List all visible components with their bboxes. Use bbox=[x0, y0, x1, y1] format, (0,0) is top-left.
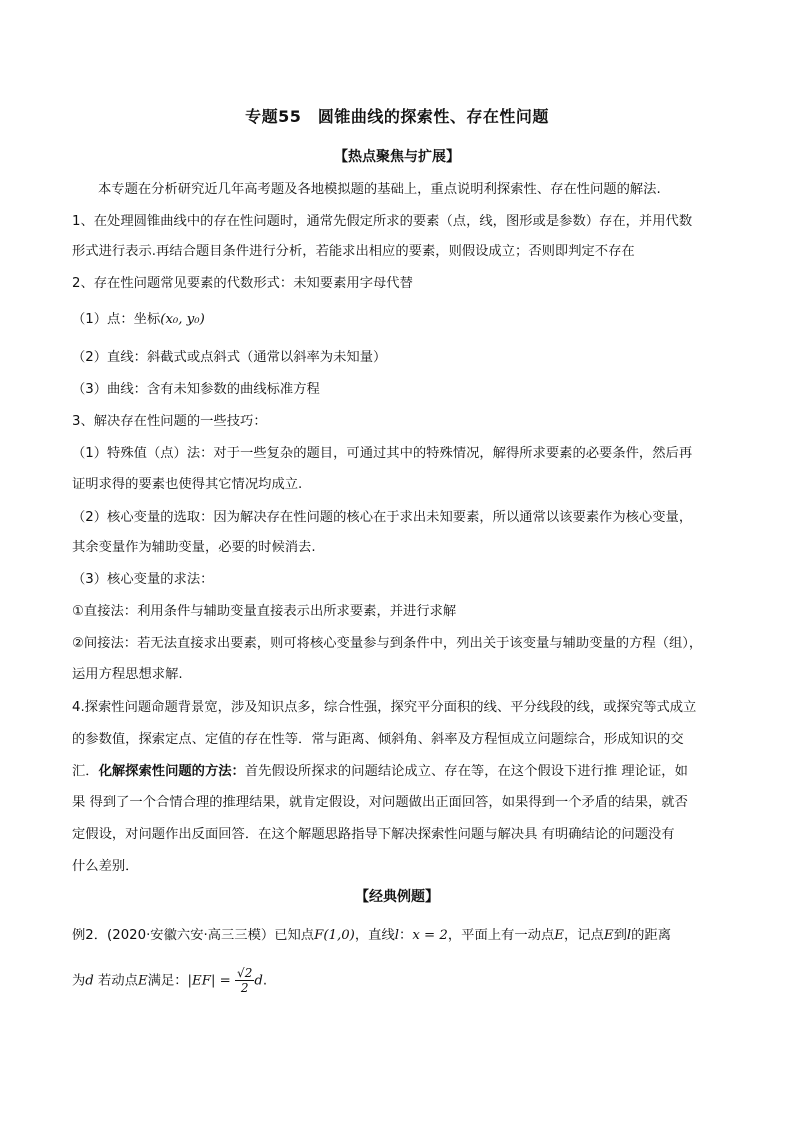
point1-line1: 1、在处理圆锥曲线中的存在性问题时，通常先假定所求的要素（点，线，图形或是参数）存在，并用代数 bbox=[72, 214, 693, 229]
point3-item1-line2: 证明求得的要素也使得其它情况均成立. bbox=[72, 477, 303, 492]
example-text-g: 的距离 bbox=[631, 928, 672, 943]
point4-line3-start: 汇． bbox=[72, 764, 99, 779]
point3-item2-line2: 其余变量作为辅助变量，必要的时候消去. bbox=[72, 540, 316, 555]
fraction-numerator: √2 bbox=[237, 966, 253, 980]
point-E-moving: E bbox=[137, 973, 148, 989]
distance-d-2: d bbox=[254, 973, 263, 989]
point3-item2-line1: （2）核心变量的选取：因为解决存在性问题的核心在于求出未知要素，所以通常以该要素作为核心变量， bbox=[72, 510, 693, 525]
coordinate-formula: (x₀, y₀) bbox=[160, 312, 205, 327]
distance-d: d bbox=[85, 973, 94, 989]
point4-line2: 的参数值，探索定点、定值的存在性等．常与距离、倾斜角、斜率及方程恒成立问题综合，形成知识的交 bbox=[72, 732, 684, 747]
point3-item1-line1: （1）特殊值（点）法：对于一些复杂的题目，可通过其中的特殊情况，解得所求要素的必要条件，然后再 bbox=[72, 446, 693, 461]
point4-line6: 什么差别． bbox=[72, 859, 139, 874]
example-text-f: 到 bbox=[613, 928, 627, 943]
point-E: E bbox=[554, 928, 564, 943]
direct-method: ①直接法：利用条件与辅助变量直接表示出所求要素，并进行求解 bbox=[72, 604, 457, 619]
example-line2 bbox=[72, 966, 752, 995]
example-text-c: ： bbox=[399, 928, 413, 943]
point2-item3: （3）曲线：含有未知参数的曲线标准方程 bbox=[72, 382, 320, 397]
line-equation: x = 2 bbox=[412, 928, 448, 943]
indirect-method-line1: ②间接法：若无法直接求出要素，则可将核心变量参与到条件中，列出关于该变量与辅助变量的方程（组）， bbox=[72, 636, 703, 651]
example2-text-b: 若动点 bbox=[93, 973, 138, 989]
line-l-ref: l bbox=[626, 928, 632, 943]
point4-line3 bbox=[72, 760, 752, 779]
point4-line3-rest: 首先假设所探求的问题结论成立、存在等，在这个假设下进行推 理论证，如 bbox=[244, 764, 688, 779]
point-F: F(1,0) bbox=[314, 928, 355, 943]
abs-EF: |EF| = bbox=[187, 973, 231, 989]
example-line1 bbox=[72, 924, 752, 943]
point2-item1-text: （1）点：坐标 bbox=[72, 312, 161, 327]
point2-item1 bbox=[72, 308, 752, 327]
example-label: 例2．(2020·安徽六安·高三三模）已知点 bbox=[72, 928, 315, 943]
example-text-d: ，平面上有一动点 bbox=[447, 928, 555, 943]
section-heading-hotspot: 【热点聚焦与扩展】 bbox=[334, 149, 460, 165]
example-text-e: ，记点 bbox=[563, 928, 604, 943]
point2-item2: （2）直线：斜截式或点斜式（通常以斜率为未知量） bbox=[72, 350, 387, 365]
point4-line5: 定假设，对问题作出反面回答．在这个解题思路指导下解决探索性问题与解决具 有明确结论的问题没有 bbox=[72, 827, 675, 842]
page-title: 专题55 圆锥曲线的探索性、存在性问题 bbox=[245, 107, 549, 126]
fraction-sqrt2-over-2 bbox=[235, 966, 254, 995]
point3: 3、解决存在性问题的一些技巧： bbox=[72, 414, 267, 429]
example-text-b: ，直线 bbox=[354, 928, 395, 943]
point4-line1: 4.探索性问题命题背景宽，涉及知识点多，综合性强，探究平分面积的线、平分线段的线，或探究等式成立 bbox=[72, 700, 697, 715]
point1-line2: 形式进行表示.再结合题目条件进行分析，若能求出相应的要素，则假设成立；否则即判定不存在 bbox=[72, 244, 635, 259]
example2-text-a: 为 bbox=[72, 973, 86, 989]
point-E-ref: E bbox=[603, 928, 614, 943]
example2-end: . bbox=[262, 973, 268, 989]
intro-paragraph: 本专题在分析研究近几年高考题及各地模拟题的基础上，重点说明利探索性、存在性问题的解法. bbox=[98, 182, 661, 197]
point4-line4: 果 得到了一个合情合理的推理结果，就肯定假设，对问题做出正面回答，如果得到一个矛盾的结果，就否 bbox=[72, 795, 688, 810]
line-l: l bbox=[394, 928, 400, 943]
point2: 2、存在性问题常见要素的代数形式：未知要素用字母代替 bbox=[72, 276, 413, 291]
section-heading-examples: 【经典例题】 bbox=[355, 889, 439, 905]
point3-item3: （3）核心变量的求法： bbox=[72, 572, 214, 587]
example2-text-c: 满足： bbox=[147, 973, 188, 989]
fraction-denominator: 2 bbox=[240, 981, 249, 995]
indirect-method-line2: 运用方程思想求解. bbox=[72, 667, 183, 682]
method-heading: 化解探索性问题的方法： bbox=[98, 764, 245, 779]
